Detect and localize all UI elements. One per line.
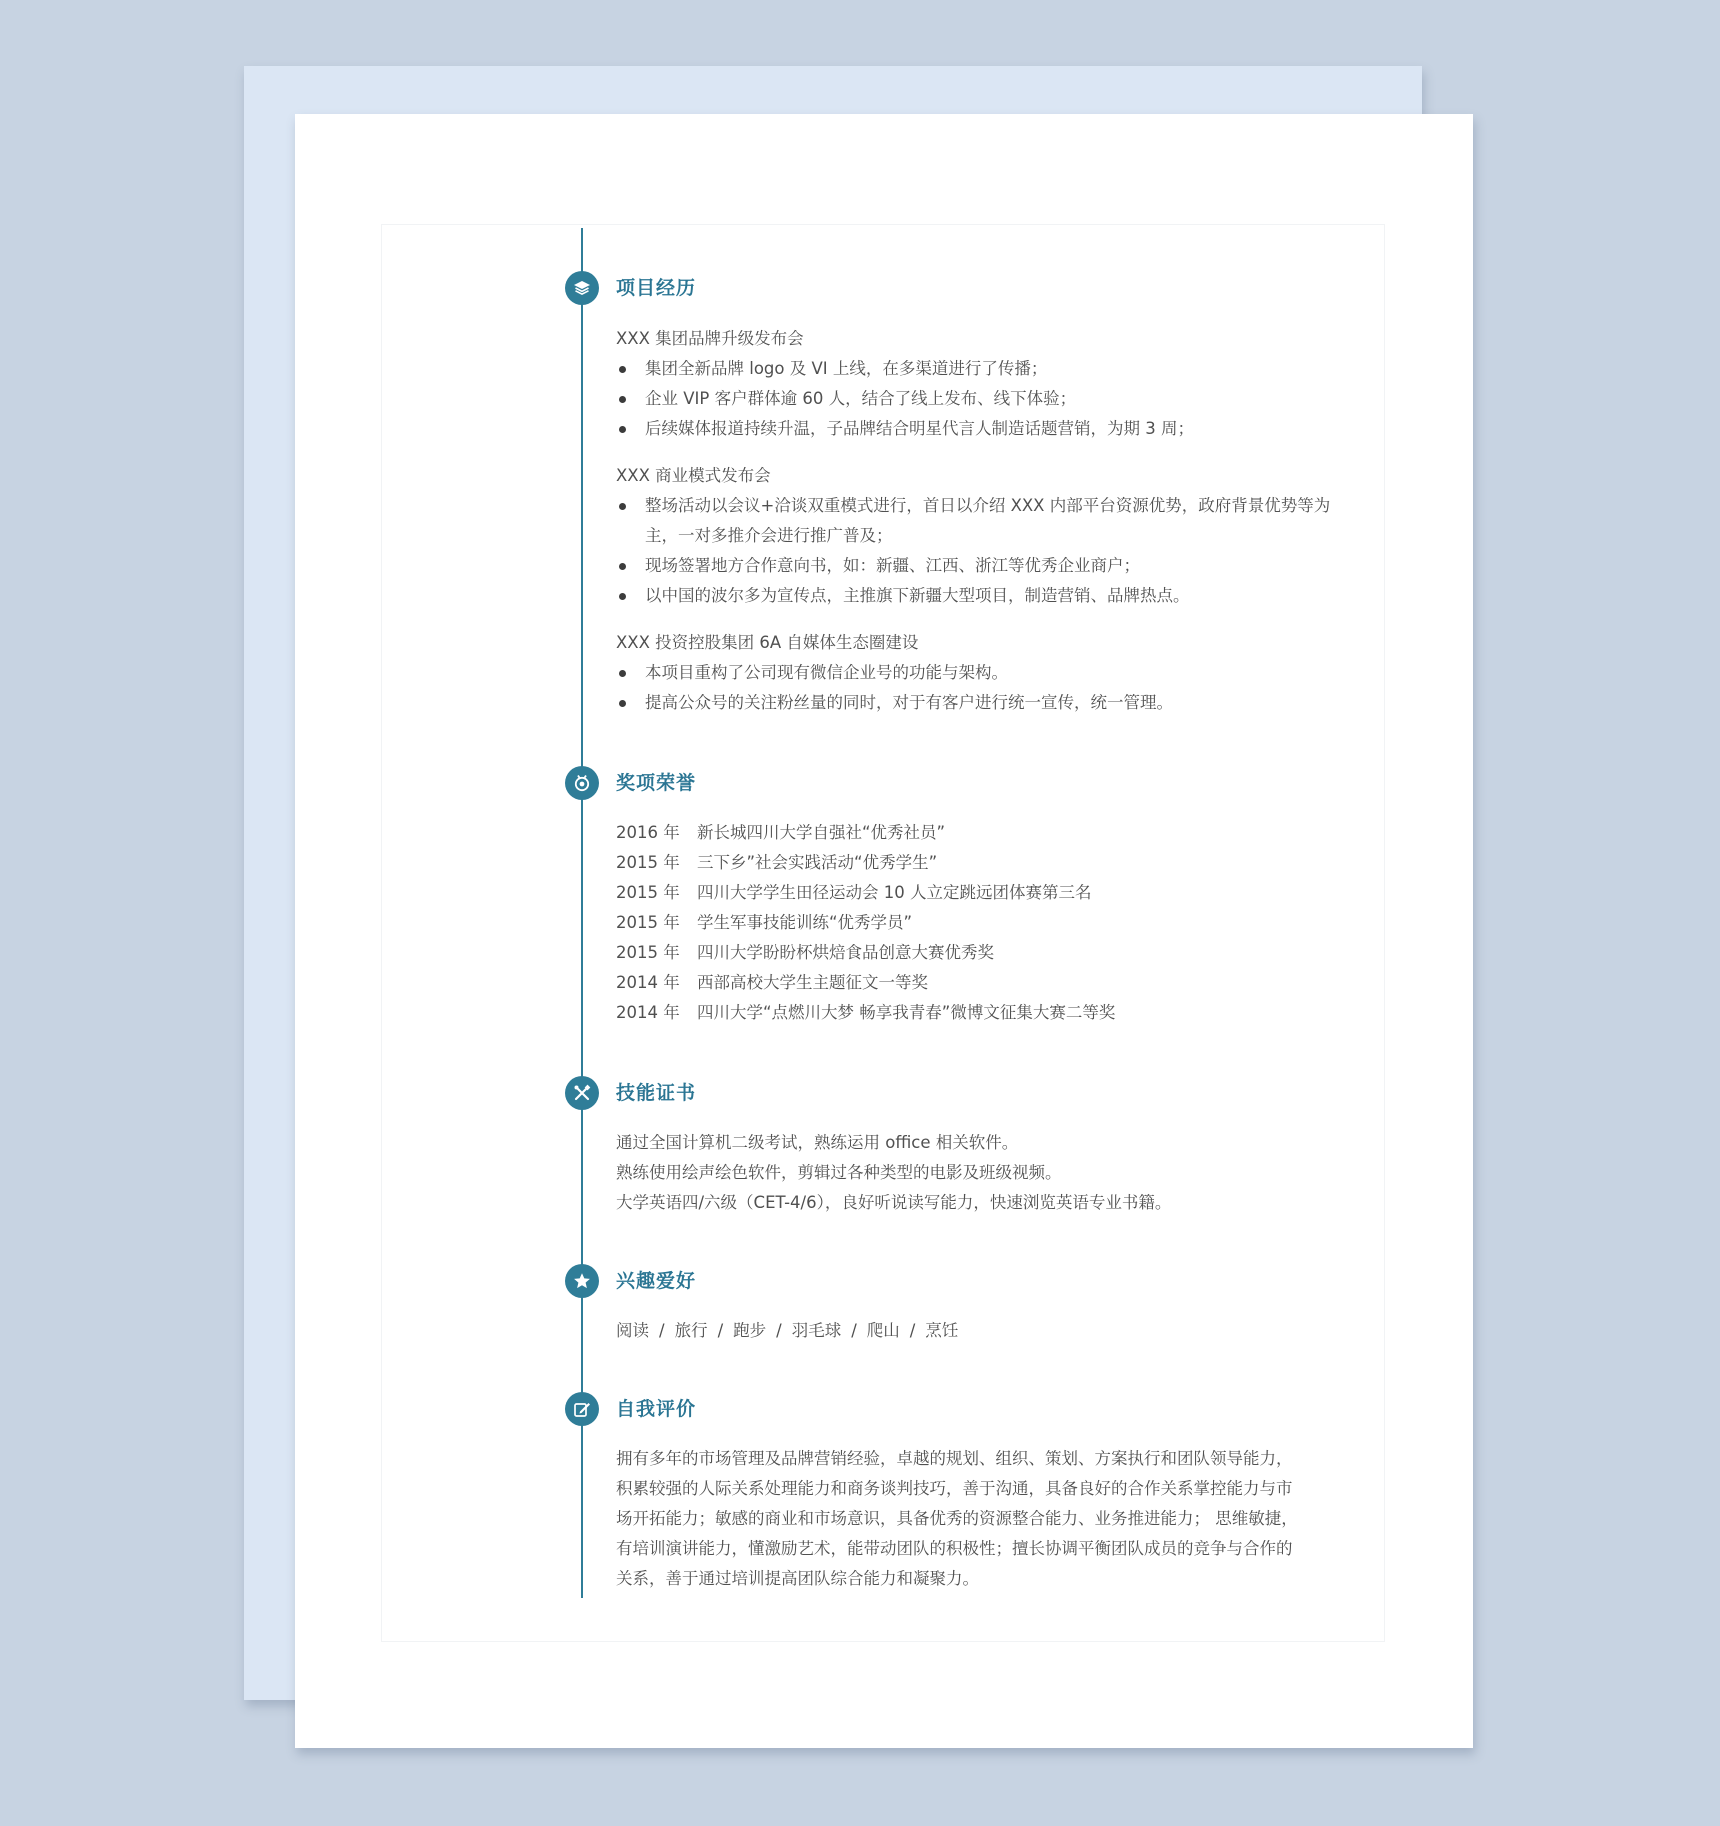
hobby-separator: / (851, 1321, 857, 1340)
project-name: XXX 集团品牌升级发布会 (616, 329, 804, 348)
award-year: 2014 年 (616, 973, 680, 992)
self-eval-line: 关系，善于通过培训提高团队综合能力和凝聚力。 (616, 1569, 979, 1588)
awards-list (616, 818, 1346, 1028)
projects-list (616, 324, 1346, 735)
award-row (616, 848, 1346, 878)
hobby-item: 羽毛球 (791, 1321, 842, 1340)
project-item (616, 461, 1346, 611)
hobby-separator: / (659, 1321, 665, 1340)
skill-line: 通过全国计算机二级考试，熟练运用 office 相关软件。 (616, 1133, 1019, 1152)
award-year: 2014 年 (616, 1003, 680, 1022)
award-year: 2015 年 (616, 913, 680, 932)
award-row (616, 908, 1346, 938)
medal-icon (565, 766, 599, 800)
hobby-item: 阅读 (616, 1321, 649, 1340)
layers-icon (565, 271, 599, 305)
section-title-skills: 技能证书 (616, 1082, 697, 1104)
skills-list (616, 1128, 1346, 1218)
section-title-awards: 奖项荣誉 (616, 772, 697, 794)
edit-icon (565, 1392, 599, 1426)
award-row (616, 968, 1346, 998)
award-text: 新长城四川大学自强社“优秀社员” (697, 823, 946, 842)
project-bullet: 集团全新品牌 logo 及 VI 上线，在多渠道进行了传播； (616, 354, 1346, 384)
skill-line: 熟练使用绘声绘色软件，剪辑过各种类型的电影及班级视频。 (616, 1163, 1062, 1182)
award-text: 西部高校大学生主题征文一等奖 (697, 973, 928, 992)
resume-page (295, 114, 1473, 1748)
award-text: 学生军事技能训练“优秀学员” (697, 913, 913, 932)
project-item (616, 628, 1346, 718)
section-title-projects: 项目经历 (616, 277, 697, 299)
project-bullet: 现场签署地方合作意向书，如：新疆、江西、浙江等优秀企业商户； (616, 551, 1346, 581)
award-row (616, 998, 1346, 1028)
award-text: 四川大学学生田径运动会 10 人立定跳远团体赛第三名 (697, 883, 1092, 902)
self-eval-line: 拥有多年的市场管理及品牌营销经验，卓越的规划、组织、策划、方案执行和团队领导能力， (616, 1449, 1293, 1468)
section-title-self-eval: 自我评价 (616, 1398, 697, 1420)
tools-icon (565, 1076, 599, 1110)
project-bullet: 提高公众号的关注粉丝量的同时，对于有客户进行统一宣传，统一管理。 (616, 688, 1346, 718)
award-row (616, 938, 1346, 968)
hobby-item: 爬山 (866, 1321, 900, 1340)
award-year: 2016 年 (616, 823, 680, 842)
hobby-item: 烹饪 (925, 1321, 959, 1340)
hobbies-list (616, 1316, 1346, 1346)
self-eval-line: 有培训演讲能力，懂激励艺术，能带动团队的积极性；擅长协调平衡团队成员的竞争与合作的 (616, 1539, 1293, 1558)
hobby-item: 旅行 (674, 1321, 708, 1340)
award-year: 2015 年 (616, 883, 680, 902)
award-year: 2015 年 (616, 943, 680, 962)
award-text: 三下乡”社会实践活动“优秀学生” (697, 853, 938, 872)
section-title-hobbies: 兴趣爱好 (616, 1270, 697, 1292)
project-name: XXX 商业模式发布会 (616, 466, 771, 485)
project-name: XXX 投资控股集团 6A 自媒体生态圈建设 (616, 633, 919, 652)
award-row (616, 818, 1346, 848)
self-eval-text (616, 1444, 1346, 1594)
award-text: 四川大学盼盼杯烘焙食品创意大赛优秀奖 (697, 943, 994, 962)
hobby-separator: / (909, 1321, 916, 1340)
project-item (616, 324, 1346, 444)
hobby-separator: / (717, 1321, 724, 1340)
award-text: 四川大学“点燃川大梦 畅享我青春”微博文征集大赛二等奖 (697, 1003, 1116, 1022)
self-eval-line: 积累较强的人际关系处理能力和商务谈判技巧，善于沟通，具备良好的合作关系掌控能力与市 (616, 1479, 1293, 1498)
project-bullet: 本项目重构了公司现有微信企业号的功能与架构。 (616, 658, 1346, 688)
self-eval-line: 场开拓能力；敏感的商业和市场意识，具备优秀的资源整合能力、业务推进能力； 思维敏捷， (616, 1509, 1298, 1528)
project-bullet: 整场活动以会议+洽谈双重模式进行，首日以介绍 XXX 内部平台资源优势，政府背景优势等为主，一对多推介会进行推广普及； (616, 491, 1345, 551)
skill-line: 大学英语四/六级（CET-4/6），良好听说读写能力，快速浏览英语专业书籍。 (616, 1193, 1172, 1212)
hobby-item: 跑步 (733, 1321, 767, 1340)
award-row (616, 878, 1346, 908)
project-bullet: 企业 VIP 客户群体逾 60 人，结合了线上发布、线下体验； (616, 384, 1346, 414)
star-icon (565, 1264, 599, 1298)
project-bullet: 以中国的波尔多为宣传点，主推旗下新疆大型项目，制造营销、品牌热点。 (616, 581, 1346, 611)
award-year: 2015 年 (616, 853, 680, 872)
hobby-separator: / (776, 1321, 782, 1340)
project-bullet: 后续媒体报道持续升温，子品牌结合明星代言人制造话题营销，为期 3 周； (616, 414, 1346, 444)
